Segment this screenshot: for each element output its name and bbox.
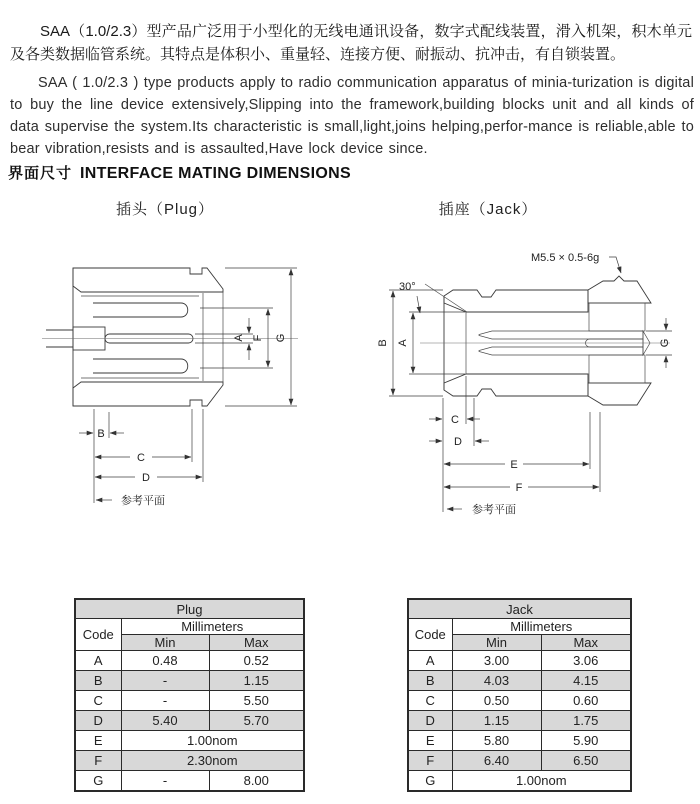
max-cell: 5.50 bbox=[209, 691, 304, 711]
code-cell: F bbox=[75, 751, 121, 771]
min-cell: 6.40 bbox=[452, 751, 541, 771]
jack-dim-b-label: B bbox=[377, 339, 389, 347]
min-cell: 0.50 bbox=[452, 691, 541, 711]
table-row bbox=[75, 731, 304, 751]
code-cell: E bbox=[75, 731, 121, 751]
table-row bbox=[408, 691, 631, 711]
table-row bbox=[75, 751, 304, 771]
code-cell: B bbox=[408, 671, 452, 691]
plug-table-title: Plug bbox=[75, 599, 304, 619]
table-row bbox=[75, 711, 304, 731]
plug-dim-d-label: D bbox=[142, 472, 150, 484]
table-row bbox=[75, 651, 304, 671]
min-cell: 3.00 bbox=[452, 651, 541, 671]
code-header: Code bbox=[408, 619, 452, 651]
plug-dim-f-label: F bbox=[252, 334, 264, 342]
max-header: Max bbox=[209, 635, 304, 651]
max-cell: 3.06 bbox=[541, 651, 631, 671]
min-cell: - bbox=[121, 671, 209, 691]
code-cell: F bbox=[408, 751, 452, 771]
min-cell: 0.48 bbox=[121, 651, 209, 671]
min-cell: - bbox=[121, 691, 209, 711]
code-header: Code bbox=[75, 619, 121, 651]
jack-dimensions-table-container bbox=[407, 598, 632, 792]
min-cell: 5.40 bbox=[121, 711, 209, 731]
section-heading-en: INTERFACE MATING DIMENSIONS bbox=[80, 165, 351, 182]
code-cell: C bbox=[408, 691, 452, 711]
jack-dim-d-label: D bbox=[454, 436, 462, 448]
table-row bbox=[408, 731, 631, 751]
unit-header: Millimeters bbox=[452, 619, 631, 635]
code-cell: A bbox=[408, 651, 452, 671]
code-cell: G bbox=[75, 771, 121, 792]
code-cell: C bbox=[75, 691, 121, 711]
plug-dim-a-label: A bbox=[233, 334, 245, 342]
jack-angle-callout: 30° bbox=[399, 281, 416, 293]
min-cell: 5.80 bbox=[452, 731, 541, 751]
max-cell: 8.00 bbox=[209, 771, 304, 792]
plug-dim-c-label: C bbox=[137, 452, 145, 464]
max-cell: 0.60 bbox=[541, 691, 631, 711]
table-row bbox=[408, 671, 631, 691]
value-cell: 1.00nom bbox=[452, 771, 631, 792]
min-cell: 1.15 bbox=[452, 711, 541, 731]
jack-drawing-section bbox=[377, 252, 672, 516]
max-cell: 5.90 bbox=[541, 731, 631, 751]
plug-figure-label: 插头（Plug） bbox=[115, 201, 215, 218]
table-row bbox=[408, 651, 631, 671]
table-row bbox=[75, 671, 304, 691]
table-row bbox=[408, 751, 631, 771]
table-row bbox=[75, 771, 304, 792]
code-cell: A bbox=[75, 651, 121, 671]
max-header: Max bbox=[541, 635, 631, 651]
max-cell: 5.70 bbox=[209, 711, 304, 731]
intro-paragraph-en: SAA ( 1.0/2.3 ) type products apply to radio communication apparatus of minia-turization is digital to buy the line device extensively,Slipping into the framework,building blocks unit and all kinds of data supervise the system.Its characteristic is small,light,joins helping,perfor-mance is reliable,able to bear vibration,resists and is assaulted,Have lock device since. bbox=[10, 74, 694, 157]
max-cell: 1.15 bbox=[209, 671, 304, 691]
section-heading-zh: 界面尺寸 bbox=[8, 165, 73, 182]
max-cell: 4.15 bbox=[541, 671, 631, 691]
jack-reference-plane-label: 参考平面 bbox=[472, 504, 516, 516]
code-cell: D bbox=[408, 711, 452, 731]
jack-dim-c-label: C bbox=[451, 414, 459, 426]
table-row bbox=[408, 771, 631, 792]
plug-dimensions-table-container bbox=[74, 598, 305, 792]
code-cell: G bbox=[408, 771, 452, 792]
min-header: Min bbox=[121, 635, 209, 651]
max-cell: 1.75 bbox=[541, 711, 631, 731]
plug-dimensions-table bbox=[74, 598, 305, 792]
jack-dim-g-label: G bbox=[659, 338, 671, 348]
jack-dimensions-table bbox=[407, 598, 632, 792]
plug-drawing-section bbox=[42, 268, 298, 507]
value-cell: 2.30nom bbox=[121, 751, 304, 771]
plug-reference-plane-label: 参考平面 bbox=[121, 495, 165, 507]
max-cell: 0.52 bbox=[209, 651, 304, 671]
jack-thread-callout: M5.5 × 0.5-6g bbox=[531, 252, 600, 264]
technical-drawings bbox=[0, 228, 700, 528]
jack-figure-label: 插座（Jack） bbox=[438, 201, 538, 218]
jack-dim-a-label: A bbox=[397, 339, 409, 347]
plug-dim-b-label: B bbox=[97, 428, 105, 440]
min-cell: - bbox=[121, 771, 209, 792]
intro-paragraph-zh: SAA（1.0/2.3）型产品广泛用于小型化的无线电通讯设备，数字式配线装置，滑入机架，积木单元及各类数据临管系统。其特点是体积小、重量轻、连接方便、耐振动、抗冲击，有自锁装置。 bbox=[10, 23, 692, 63]
code-cell: B bbox=[75, 671, 121, 691]
jack-table-title: Jack bbox=[408, 599, 631, 619]
min-cell: 4.03 bbox=[452, 671, 541, 691]
table-row bbox=[75, 691, 304, 711]
min-header: Min bbox=[452, 635, 541, 651]
unit-header: Millimeters bbox=[121, 619, 304, 635]
jack-dim-f-label: F bbox=[515, 482, 523, 494]
code-cell: D bbox=[75, 711, 121, 731]
plug-dim-g-label: G bbox=[275, 333, 287, 343]
section-heading bbox=[8, 162, 351, 183]
value-cell: 1.00nom bbox=[121, 731, 304, 751]
jack-dim-e-label: E bbox=[510, 459, 518, 471]
max-cell: 6.50 bbox=[541, 751, 631, 771]
code-cell: E bbox=[408, 731, 452, 751]
table-row bbox=[408, 711, 631, 731]
